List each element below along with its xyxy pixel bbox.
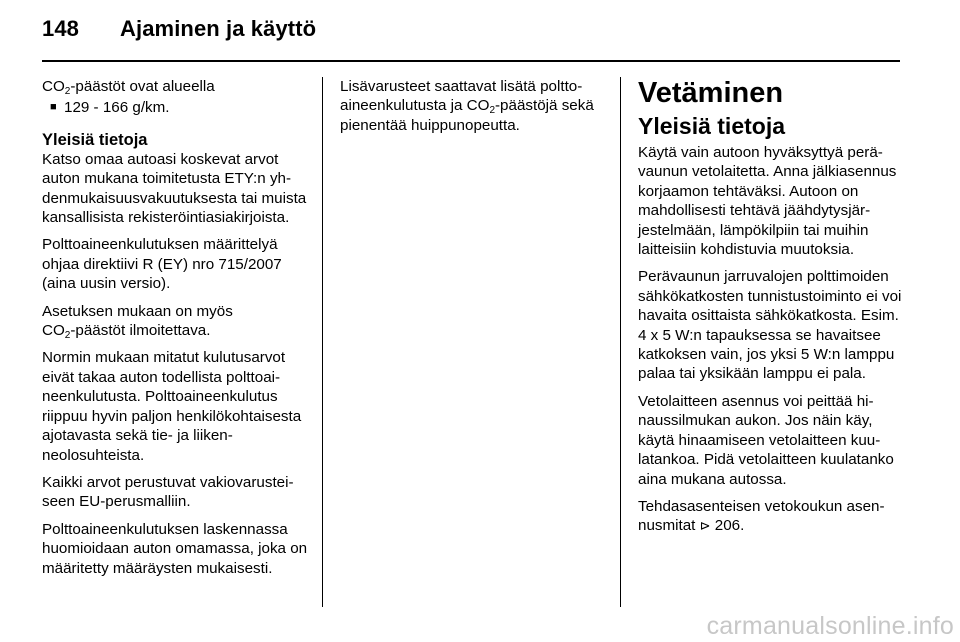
paragraph: Käytä vain autoon hyväksyttyä perävaunun vetolaitetta. Anna jälkiasennus korjaamon tehtäväksi. Autoon on mahdollisesti tehtävä jäähdytysjärjestelmään, lämpökilpiin tai muihin laitteisiin kohdistuvia muutoksia. [638, 144, 897, 259]
column-divider-1 [322, 77, 323, 607]
paragraph: Tehdasasenteisen vetokoukun asennusmitat ⊳ 206. [638, 497, 885, 535]
paragraph: Asetuksen mukaan on myös $CO_2$-päästöt ilmoitettava. [42, 302, 233, 342]
paragraph: Polttoaineenkulutuksen määrittelyä ohjaa direktiivi R (EY) nro 715/2007 (aina uusin versio). [42, 236, 282, 293]
column-divider-2 [620, 77, 621, 607]
column-2 [340, 77, 602, 143]
page-reference-icon: ⊳ [699, 518, 711, 534]
general-info-heading: Yleisiä tietoja [42, 130, 148, 149]
general-info-heading: Yleisiä tietoja [638, 113, 786, 139]
header-rule [42, 60, 900, 62]
co2-range-value: 129 - 166 g/km. [64, 99, 170, 117]
column-3 [638, 77, 902, 544]
page-reference-link[interactable]: 206. [714, 517, 745, 535]
co2-range-bullet [42, 98, 312, 117]
paragraph: Vetolaitteen asennus voi peittää hinaussilmukan aukon. Jos näin käy, käytä hinaamiseen vetolaitteen kuulatankoa. Pidä vetolaitteen kuulatanko aina mukana autossa. [638, 392, 894, 488]
bullet-square-icon: ■ [50, 101, 57, 114]
page-header [42, 16, 316, 52]
column-1 [42, 77, 312, 586]
co2-range-intro: $CO_2$-päästöt ovat alueella [42, 78, 215, 97]
paragraph: Normin mukaan mitatut kulutusarvot eivät takaa auton todellista polttoaineenkulutusta. Polttoaineenkulutus riippuu hyvin paljon henkilökohtaisesta ajotavasta sekä tie- ja liikenneolosuhteista. [42, 349, 302, 464]
towing-title: Vetäminen [638, 77, 784, 109]
paragraph: Lisävarusteet saattavat lisätä polttoaineenkulutusta ja $CO_2$-päästöjä sekä pienentää huippunopeutta. [340, 78, 594, 134]
watermark: carmanualsonline.info [706, 612, 954, 640]
paragraph: Kaikki arvot perustuvat vakiovarusteiseen EU-perusmalliin. [42, 473, 294, 511]
paragraph: Polttoaineenkulutuksen laskennassa huomioidaan auton omamassa, joka on määritetty määräysten mukaisesti. [42, 520, 308, 577]
page-number: 148 [42, 16, 80, 41]
paragraph: Perävaunun jarruvalojen polttimoiden sähkökatkosten tunnistustoiminto ei voi havaita osittaista sähkökatkosta. Esim. 4 x 5 W:n tapauksessa se havaitsee katkoksen vain, jos yksi 5 W:n lamppu palaa tai yksikään lamppu ei pala. [638, 268, 902, 383]
section-title: Ajaminen ja käyttö [120, 16, 317, 41]
paragraph: Katso omaa autoasi koskevat arvot auton mukana toimitetusta ETY:n yhdenmukaisuusvakuutuksesta tai muista kansallisista rekisteröintiasiakirjoista. [42, 150, 307, 227]
